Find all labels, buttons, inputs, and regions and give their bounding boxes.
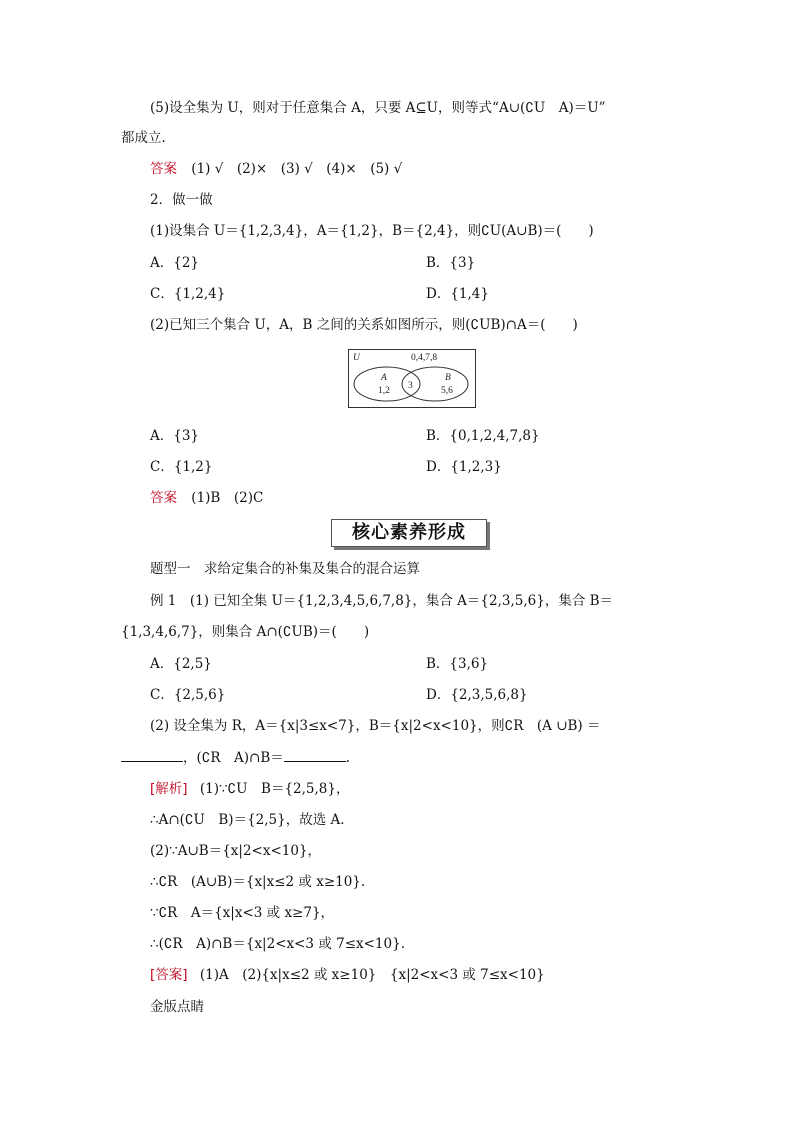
solution-line-2: ∴A∩(∁U B)＝{2,5}，故选 A. — [150, 812, 345, 828]
ex1-option-b: B．{3,6} — [426, 656, 489, 672]
blank-1[interactable] — [121, 747, 183, 762]
example-1-part-2-line2 — [121, 747, 350, 768]
q1-option-c: C．{1,2,4} — [150, 286, 226, 302]
venn-label-a: A — [381, 373, 387, 383]
venn-intersection-elements: 3 — [408, 381, 413, 391]
q2-option-b: B．{0,1,2,4,7,8} — [426, 428, 540, 444]
q2-option-c: C．{1,2} — [150, 459, 213, 475]
section-banner: 核心素养形成 — [331, 519, 487, 547]
example-1-line1: 例 1 (1) 已知全集 U＝{1,2,3,4,5,6,7,8}，集合 A＝{2,3,5,6}，集合 B＝ — [150, 593, 614, 609]
part-2-middle-text: ，(∁R A)∩B＝ — [183, 750, 284, 766]
answer-text: (1)A (2){x|x≤2 或 x≥10} {x|2<x<3 或 7≤x<10} — [199, 967, 545, 983]
example-1-line2: {1,3,4,6,7}，则集合 A∩(∁UB)＝( ) — [121, 624, 370, 640]
venn-a-elements: 1,2 — [378, 386, 390, 396]
q2-option-d: D．{1,2,3} — [426, 459, 502, 475]
q1-option-b: B．{3} — [426, 255, 476, 271]
venn-b-elements: 5,6 — [441, 386, 453, 396]
question-1-stem: (1)设集合 U＝{1,2,3,4}，A＝{1,2}，B＝{2,4}，则∁U(A∪B)＝( ) — [150, 223, 594, 239]
venn-label-b: B — [445, 373, 451, 383]
statement-5-line2: 都成立. — [121, 130, 166, 146]
venn-label-u: U — [353, 353, 360, 363]
blank-2[interactable] — [284, 747, 346, 762]
ex1-option-c: C．{2,5,6} — [150, 687, 226, 703]
statement-5-line1: (5)设全集为 U，则对于任意集合 A，只要 A⊆U，则等式“A∪(∁U A)＝U” — [150, 100, 606, 116]
example-1-part-2-line1: (2) 设全集为 R，A＝{x|3≤x<7}，B＝{x|2<x<10}，则∁R (A ∪B) ＝ — [150, 718, 601, 734]
question-2-stem: (2)已知三个集合 U，A，B 之间的关系如图所示，则(∁UB)∩A＝( ) — [150, 317, 578, 333]
closing-heading: 金版点睛 — [150, 999, 204, 1015]
solution-label: [解析] — [150, 781, 188, 797]
q1-option-a: A．{2} — [150, 255, 200, 271]
type-1-title: 题型一 求给定集合的补集及集合的混合运算 — [150, 561, 420, 577]
solution-text-1: (1)∵∁U B＝{2,5,8}， — [199, 781, 350, 797]
q1-option-d: D．{1,4} — [426, 286, 489, 302]
answer-label: 答案 — [150, 490, 177, 506]
solution-line-4: ∴∁R (A∪B)＝{x|x≤2 或 x≥10}. — [150, 874, 366, 890]
solution-line-1 — [150, 779, 349, 799]
part-2-end-text: . — [345, 750, 351, 766]
solution-line-3: (2)∵A∪B＝{x|2<x<10}， — [150, 843, 322, 859]
venn-outer-elements: 0,4,7,8 — [411, 353, 438, 363]
ex1-option-a: A．{2,5} — [150, 656, 212, 672]
venn-diagram — [348, 349, 476, 408]
ex1-option-d: D．{2,3,5,6,8} — [426, 687, 528, 703]
practice-heading: 2．做一做 — [150, 192, 213, 208]
answer-block-2 — [150, 488, 263, 508]
answer-text: (1)B (2)C — [191, 490, 264, 506]
answer-label: 答案 — [150, 161, 177, 177]
answer-text: (1) √ (2)× (3) √ (4)× (5) √ — [191, 161, 403, 177]
q2-option-a: A．{3} — [150, 428, 200, 444]
solution-line-6: ∴(∁R A)∩B＝{x|2<x<3 或 7≤x<10}. — [150, 936, 405, 952]
answer-block-1 — [150, 159, 402, 179]
answer-label: [答案] — [150, 967, 188, 983]
solution-line-5: ∵∁R A＝{x|x<3 或 x≥7}， — [150, 905, 335, 921]
answer-block-3 — [150, 965, 545, 985]
